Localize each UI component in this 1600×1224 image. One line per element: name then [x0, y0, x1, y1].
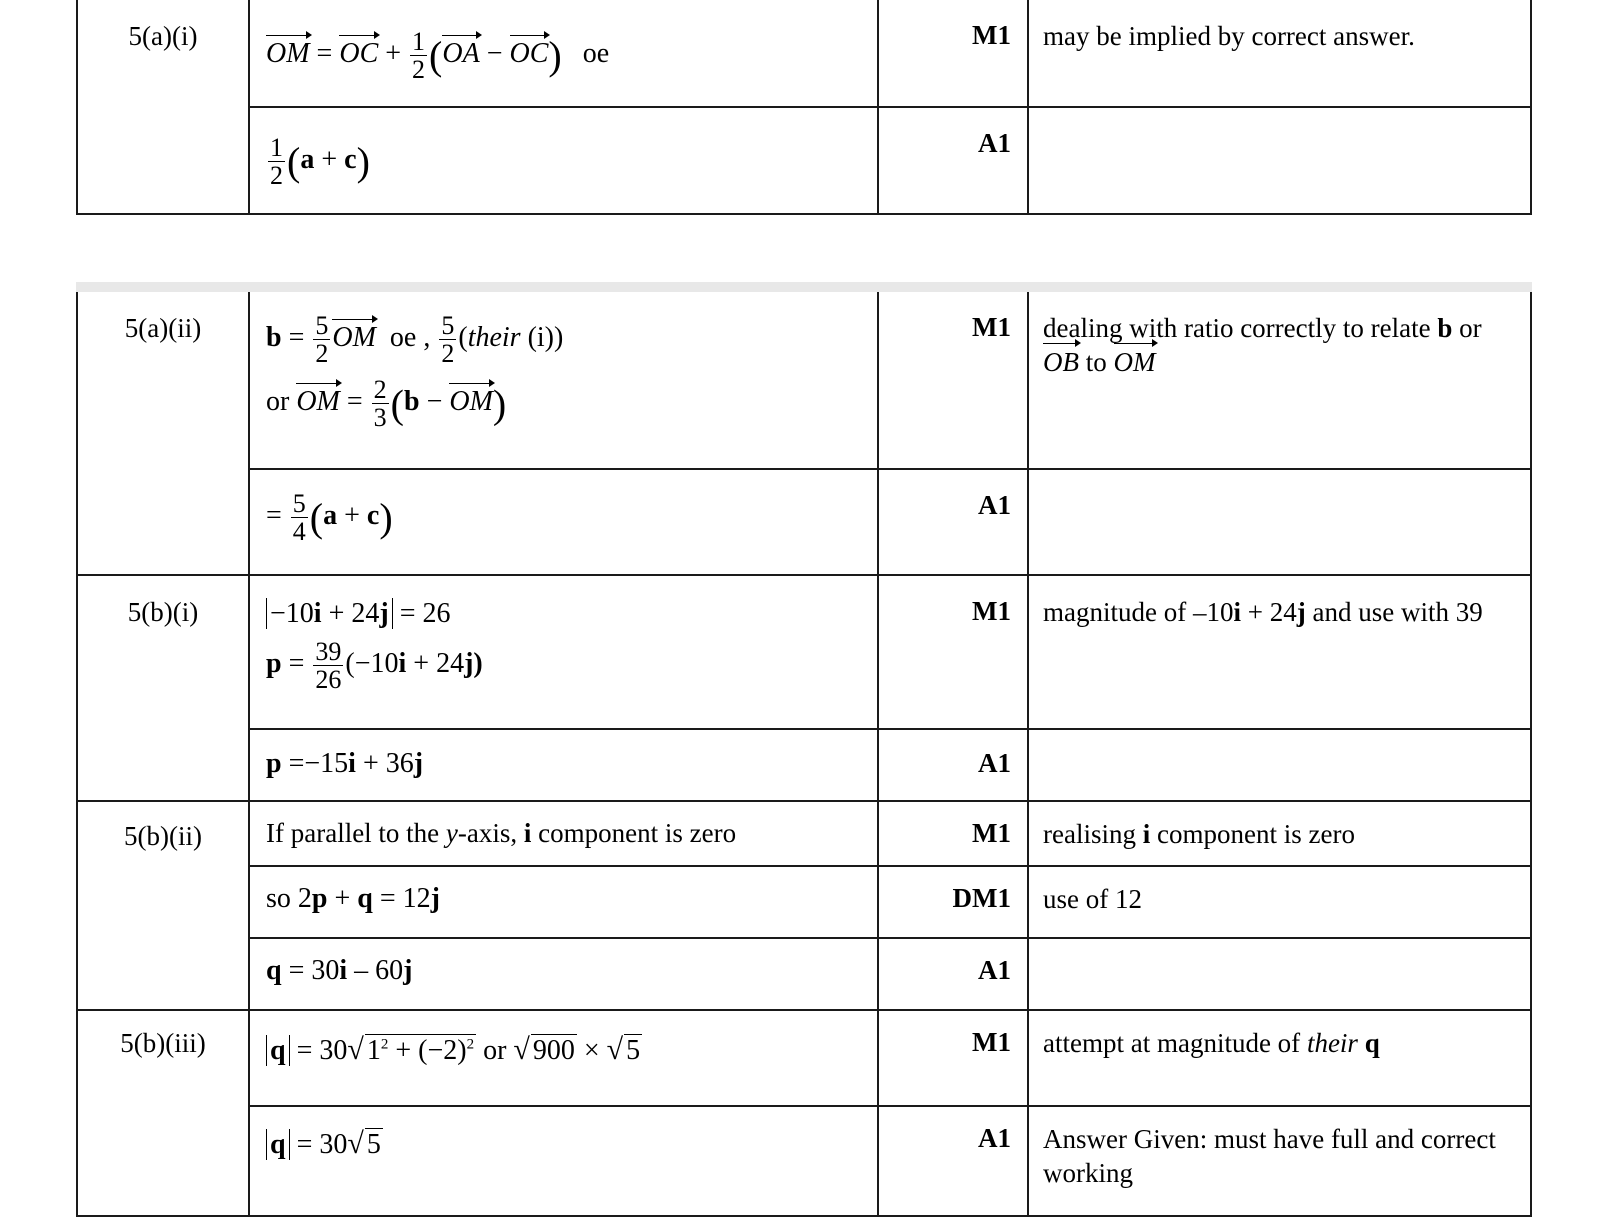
term: = 30: [289, 1035, 348, 1066]
term: + 36: [355, 748, 414, 779]
mark-label: A1: [878, 469, 1028, 575]
times-sign: ×: [576, 1035, 607, 1066]
vector-b: b: [266, 322, 282, 354]
denominator: 2: [441, 339, 455, 369]
exponent: 2: [466, 1036, 475, 1053]
answer-expression: = $\frac{5}{4}$ (a + c): [266, 489, 393, 547]
answer-text: -axis,: [457, 818, 524, 848]
mark-scheme-table-5ai: [76, 0, 1532, 215]
guidance-text: may be implied by correct answer.: [1028, 0, 1531, 107]
mark-label: A1: [878, 107, 1028, 214]
vector-q: q: [1357, 1028, 1380, 1058]
mark-label: DM1: [878, 866, 1028, 938]
unit-i: i: [348, 748, 356, 779]
mark-label: A1: [878, 938, 1028, 1010]
minus-sign: −: [426, 385, 443, 417]
part-ref: (i)): [520, 322, 564, 354]
vector-q-magnitude: q: [266, 1035, 290, 1066]
answer-text: If parallel to the: [266, 818, 446, 848]
fraction: [372, 376, 389, 432]
oe-label: oe: [582, 38, 610, 70]
vector-p: p: [266, 648, 282, 680]
answer-cell: [249, 866, 878, 938]
answer-text: component is zero: [531, 818, 737, 848]
guidance-part: attempt at magnitude of: [1043, 1028, 1307, 1058]
numerator: 5: [441, 311, 455, 340]
guidance-text: [1028, 729, 1531, 801]
numerator: 39: [315, 637, 342, 666]
guidance-text: [1028, 287, 1531, 469]
numerator: 2: [373, 374, 387, 404]
answer-expression: [266, 883, 440, 914]
answer-cell: [249, 575, 878, 729]
guidance-vector-b: b: [1437, 313, 1453, 343]
unit-j: j: [403, 955, 413, 986]
unit-j: j: [1296, 597, 1306, 627]
guidance-text: use of 12: [1028, 866, 1531, 938]
guidance-text: [1028, 469, 1531, 575]
question-number: 5(a)(ii): [77, 287, 249, 575]
guidance-text: [1028, 575, 1531, 729]
term: = 12: [372, 883, 431, 914]
mark-label: M1: [878, 0, 1028, 107]
term: (−10: [345, 648, 399, 680]
denominator: 2: [412, 55, 426, 85]
vector-a: a: [300, 144, 315, 176]
vector-oa: OA: [442, 38, 480, 70]
vector-q: q: [357, 883, 373, 914]
plus-sign: +: [321, 144, 338, 176]
denominator: 4: [292, 517, 306, 547]
guidance-text: Answer Given: must have full and correct working: [1028, 1106, 1531, 1216]
denominator: 26: [315, 665, 342, 695]
fraction: [313, 312, 330, 368]
table-row: [77, 1010, 1531, 1106]
guidance-part: + 24: [1240, 597, 1297, 627]
term: 1: [366, 1035, 381, 1066]
vector-om: OM: [266, 38, 310, 70]
vector-b: b: [404, 385, 420, 417]
numerator: 5: [292, 489, 306, 518]
unit-j: j: [464, 648, 474, 680]
equals-sign: =: [266, 500, 282, 532]
table-row: [77, 469, 1531, 575]
fraction: [313, 638, 343, 694]
vector-q-magnitude: q: [266, 1129, 290, 1160]
answer-expression: [266, 955, 412, 986]
guidance-text: [1028, 938, 1531, 1010]
fraction: [291, 490, 308, 546]
vector-om: OM: [1114, 346, 1156, 380]
vector-om: OM: [296, 385, 340, 417]
table-row: [77, 107, 1531, 214]
square-root: 900: [532, 1035, 575, 1066]
question-number: 5(b)(iii): [77, 1010, 249, 1216]
vector-oc: OC: [509, 38, 549, 70]
table-row: [77, 575, 1531, 729]
result: = 26: [392, 598, 451, 629]
guidance-text: [1028, 107, 1531, 214]
vector-c: c: [344, 144, 357, 176]
unit-j: j: [379, 598, 389, 629]
table-row: [77, 801, 1531, 866]
vector-p: p: [311, 883, 328, 914]
mark-label: M1: [878, 1010, 1028, 1106]
fraction: [410, 28, 427, 84]
vector-om: OM: [449, 385, 493, 417]
plus-sign: +: [385, 38, 402, 70]
square-root: 5: [366, 1129, 381, 1160]
fraction: [268, 134, 285, 190]
guidance-part: dealing with ratio correctly to relate: [1043, 313, 1438, 343]
unit-i: i: [313, 598, 322, 629]
unit-i: i: [1233, 597, 1241, 627]
unit-j: j: [413, 748, 424, 779]
vector-ob: OB: [1043, 346, 1079, 380]
mark-label: A1: [878, 729, 1028, 801]
square-root: [365, 1034, 476, 1067]
vector-q: q: [266, 955, 282, 986]
their-label: their: [467, 322, 521, 354]
mark-label: M1: [878, 287, 1028, 469]
term: −10: [270, 598, 314, 629]
fraction: [439, 312, 456, 368]
denominator: 2: [270, 161, 283, 191]
answer-line-1: [266, 598, 877, 630]
or-label: or: [476, 1035, 514, 1066]
term: + 24: [321, 598, 380, 629]
answer-expression: OM = OC + $\frac{1}{2}$ (OA − OC) oe: [266, 27, 610, 85]
or-label: or: [266, 385, 290, 417]
table-row: [77, 866, 1531, 938]
answer-expression: $\frac{1}{2}$ (a + c): [270, 133, 370, 191]
vector-c: c: [366, 500, 380, 532]
denominator: 3: [373, 402, 387, 432]
numerator: 5: [315, 311, 329, 340]
answer-line-2: or OM = $\frac{2}{3}$ (b − OM): [266, 374, 507, 432]
unit-i: i: [398, 648, 407, 680]
vector-a: a: [323, 500, 338, 532]
guidance-part: realising: [1043, 819, 1143, 849]
table-row: [77, 729, 1531, 801]
numerator: 1: [412, 27, 426, 56]
open-paren: (: [458, 322, 468, 354]
term: 2: [297, 883, 312, 914]
mark-label: M1: [878, 801, 1028, 866]
equals-sign: =: [288, 322, 305, 354]
answer-cell: [249, 729, 878, 801]
unit-i: i: [1142, 819, 1151, 849]
term: + 24: [406, 648, 465, 680]
term: = 30: [281, 955, 340, 986]
question-number: 5(b)(i): [77, 575, 249, 801]
plus-sign: +: [327, 883, 358, 914]
denominator: 2: [315, 339, 329, 369]
mark-label: A1: [878, 1106, 1028, 1216]
their-label: their: [1306, 1028, 1358, 1058]
guidance-text: [1028, 1010, 1531, 1106]
equals-sign: =: [288, 648, 305, 680]
mark-scheme-table-5: [76, 282, 1532, 1217]
term: = 30: [289, 1129, 348, 1160]
minus-sign: −: [486, 38, 503, 70]
guidance-part: magnitude of –10: [1043, 597, 1234, 627]
table-row: [77, 0, 1531, 107]
mark-label: M1: [878, 575, 1028, 729]
answer-cell: [249, 1010, 878, 1106]
close-paren: ): [473, 648, 483, 680]
question-number: 5(a)(i): [77, 0, 249, 214]
term: =−15: [281, 748, 349, 779]
vector-oc: OC: [339, 38, 379, 70]
term: + (−2): [388, 1035, 467, 1066]
vector-om: OM: [332, 322, 376, 354]
answer-expression: q = 30√ 5: [266, 1129, 383, 1160]
plus-sign: +: [344, 500, 360, 532]
answer-cell: [249, 938, 878, 1010]
answer-cell: [249, 107, 878, 214]
term: – 60: [347, 955, 404, 986]
table-row: [77, 287, 1531, 469]
unit-i: i: [339, 955, 348, 986]
answer-cell: [249, 801, 878, 866]
question-number: 5(b)(ii): [77, 801, 249, 1010]
vector-p: p: [266, 748, 282, 779]
guidance-text: [1028, 801, 1531, 866]
table-row: [77, 938, 1531, 1010]
answer-line-2: [266, 638, 877, 694]
equals-sign: =: [316, 38, 333, 70]
guidance-part: to: [1085, 346, 1107, 377]
answer-cell: [249, 287, 878, 469]
equals-sign: =: [346, 385, 363, 417]
answer-cell: [249, 0, 878, 107]
exponent: 2: [380, 1036, 389, 1053]
numerator: 1: [270, 133, 283, 162]
absolute-value: [266, 598, 393, 629]
answer-expression: q = 30√ $1^2 + (-2)^2$ or √ 900 × √ 5: [266, 1035, 642, 1066]
answer-line-1: [266, 312, 877, 368]
answer-cell: [249, 1106, 878, 1216]
oe-label: oe ,: [389, 322, 431, 354]
unit-i: i: [523, 818, 532, 848]
answer-cell: [249, 469, 878, 575]
axis-y: y: [445, 818, 458, 848]
table-row: [77, 1106, 1531, 1216]
unit-j: j: [430, 883, 440, 914]
square-root: 5: [626, 1035, 641, 1066]
guidance-part: component is zero: [1150, 819, 1355, 849]
answer-expression: [266, 748, 423, 779]
guidance-part: or: [1452, 313, 1482, 343]
so-label: so: [266, 883, 298, 914]
guidance-part: and use with 39: [1305, 597, 1483, 627]
